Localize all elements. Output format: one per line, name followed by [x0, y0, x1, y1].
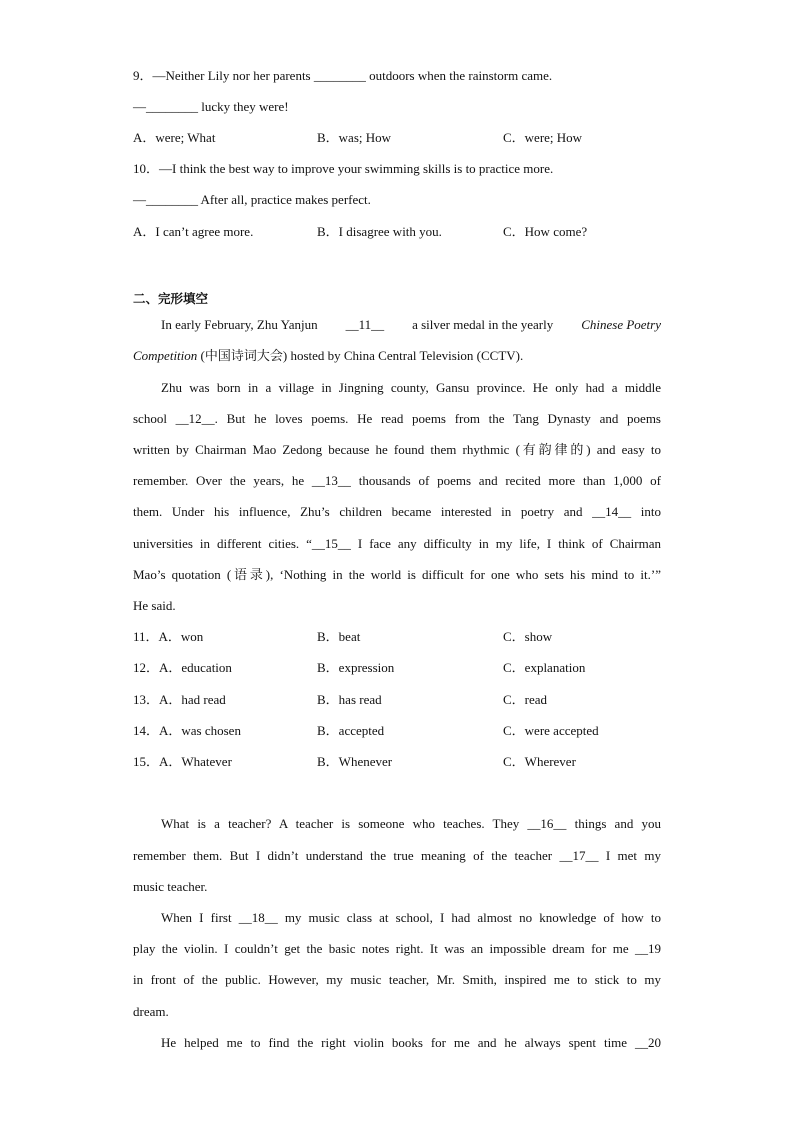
q14-option-c: C．were accepted: [503, 723, 599, 738]
passage1-title-a: Chinese Poetry: [581, 317, 661, 332]
q14-option-a: 14．A．was chosen: [133, 723, 241, 738]
q13-option-a: 13．A．had read: [133, 692, 226, 707]
q9-option-c: C．were; How: [503, 130, 583, 145]
passage4-line3: in front of the public. However, my music teacher, Mr. Smith, inspired me to stick to my: [133, 972, 661, 987]
passage1-title-b: Competition: [133, 348, 198, 363]
q10-reply: —________ After all, practice makes perfect.: [133, 192, 371, 207]
q12-option-b: B．expression: [317, 660, 395, 675]
q10-option-a: A．I can’t agree more.: [133, 224, 254, 239]
passage2-line2: school __12__. But he loves poems. He read poems from the Tang Dynasty and poems: [133, 411, 661, 426]
passage1-text-c: (中国诗词大会) hosted by China Central Television (CCTV).: [200, 348, 524, 363]
q15-option-c: C．Wherever: [503, 754, 576, 769]
passage2-line3: written by Chairman Mao Zedong because he found them rhythmic (有韵律的) and easy to: [133, 442, 661, 457]
passage4-line4: dream.: [133, 1004, 169, 1019]
q10-option-c: C．How come?: [503, 224, 588, 239]
passage1-line2: [133, 348, 523, 364]
passage2-line4: remember. Over the years, he __13__ thousands of poems and recited more than 1,000 of: [133, 473, 661, 488]
passage1-line1: [161, 317, 661, 333]
section-heading: 二、完形填空: [133, 291, 209, 306]
q9-reply: —________ lucky they were!: [133, 99, 289, 114]
passage4-line2: play the violin. I couldn’t get the basic notes right. It was an impossible dream for me __19: [133, 941, 661, 956]
q11-option-a: 11．A．won: [133, 629, 204, 644]
q10-option-b: B．I disagree with you.: [317, 224, 442, 239]
q14-option-b: B．accepted: [317, 723, 385, 738]
q12-option-a: 12．A．education: [133, 660, 232, 675]
passage3-line3: music teacher.: [133, 879, 208, 894]
q11-option-c: C．show: [503, 629, 553, 644]
q9-option-a: A．were; What: [133, 130, 216, 145]
passage4-line1: When I first __18__ my music class at school, I had almost no knowledge of how to: [161, 910, 661, 925]
q11-option-b: B．beat: [317, 629, 361, 644]
q9-stem: 9．—Neither Lily nor her parents ________ outdoors when the rainstorm came.: [133, 68, 553, 83]
passage5-line1: He helped me to find the right violin books for me and he always spent time __20: [161, 1035, 661, 1050]
q13-option-b: B．has read: [317, 692, 382, 707]
q9-option-b: B．was; How: [317, 130, 392, 145]
q10-stem: 10．—I think the best way to improve your swimming skills is to practice more.: [133, 161, 554, 176]
passage2-line1: Zhu was born in a village in Jingning county, Gansu province. He only had a middle: [161, 380, 661, 395]
passage2-line5: them. Under his influence, Zhu’s children became interested in poetry and __14__ into: [133, 504, 661, 519]
passage2-line6: universities in different cities. “__15__ I face any difficulty in my life, I think of Chairman: [133, 536, 661, 551]
q13-option-c: C．read: [503, 692, 548, 707]
passage1-text-b: a silver medal in the yearly: [412, 317, 554, 332]
passage3-line1: What is a teacher? A teacher is someone who teaches. They __16__ things and you: [161, 816, 661, 831]
blank-11: __11__: [345, 317, 385, 332]
passage1-text-a: In early February, Zhu Yanjun: [161, 317, 318, 332]
q12-option-c: C．explanation: [503, 660, 586, 675]
q15-option-a: 15．A．Whatever: [133, 754, 232, 769]
passage2-line8: He said.: [133, 598, 176, 613]
q15-option-b: B．Whenever: [317, 754, 393, 769]
passage2-line7: Mao’s quotation (语录), ‘Nothing in the world is difficult for one who sets his mind to it.’”: [133, 567, 661, 582]
passage3-line2: remember them. But I didn’t understand the true meaning of the teacher __17__ I met my: [133, 848, 661, 863]
